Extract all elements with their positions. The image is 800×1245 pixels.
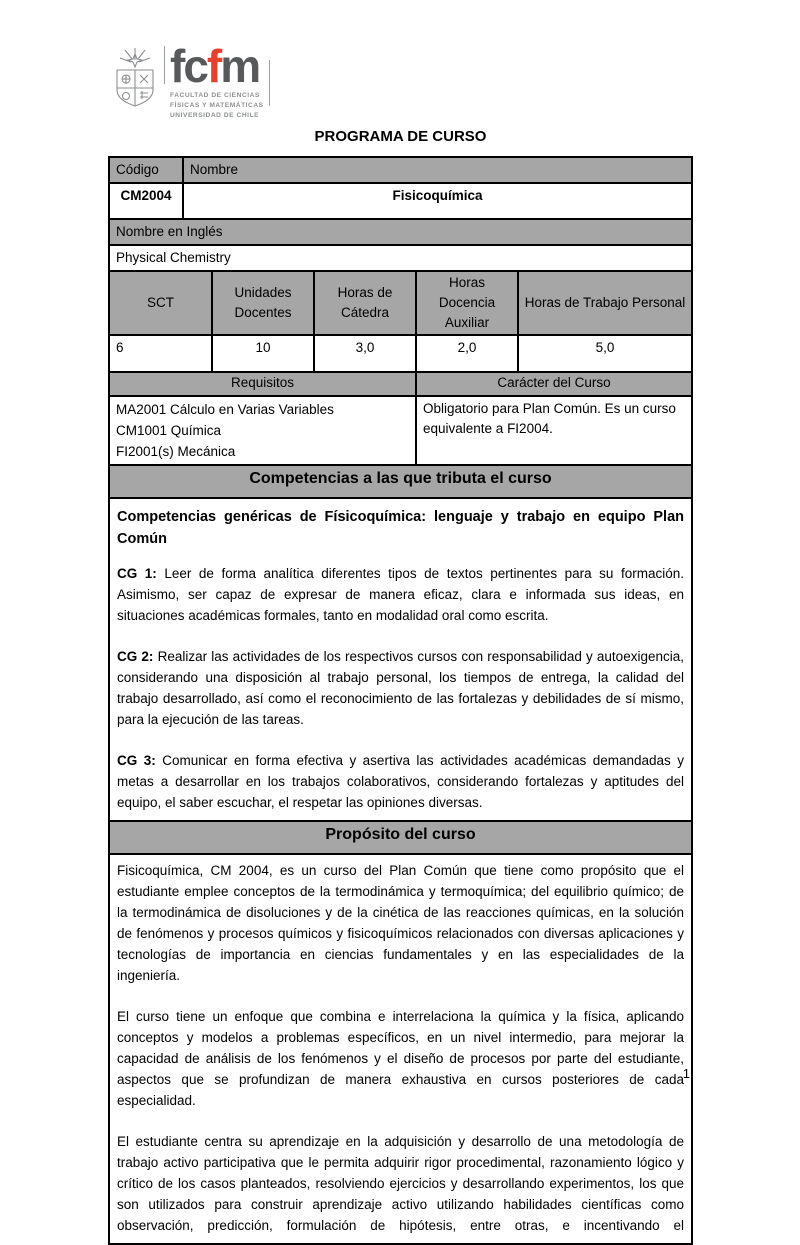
requisites-header-row (110, 371, 691, 395)
credit-value-horas-catedra: 3,0 (313, 336, 415, 371)
credit-header-horas-catedra: Horas de Cátedra (313, 272, 415, 334)
cg2-paragraph (117, 646, 684, 730)
english-name: Physical Chemistry (116, 250, 231, 265)
caracter-header-cell: Carácter del Curso (415, 373, 691, 395)
wordmark-m: m (220, 40, 260, 92)
credit-value-horas-trabajo-personal: 5,0 (517, 336, 691, 371)
credit-header-unidades-docentes: Unidades Docentes (211, 272, 313, 334)
english-name-header-row (110, 218, 691, 244)
competencias-heading: Competencias genéricas de Físicoquímica: lenguaje y trabajo en equipo Plan Común (117, 509, 684, 547)
code-name-value-row (110, 182, 691, 218)
competencias-section-title: Competencias a las que tributa el curso (249, 470, 552, 487)
wordmark-fc: fc (170, 40, 207, 92)
credit-header-sct: SCT (110, 272, 211, 334)
credit-value-unidades-docentes: 10 (211, 336, 313, 371)
document-title: PROGRAMA DE CURSO (314, 128, 487, 145)
nombre-header-cell: Nombre (182, 158, 691, 182)
wordmark-red-f: f (206, 40, 221, 92)
credit-header-horas-docencia-auxiliar: Horas Docencia Auxiliar (415, 272, 517, 334)
code-name-header-row (110, 158, 691, 182)
proposito-paragraph-2: El curso tiene un enfoque que combina e interrelaciona la química y la física, aplicando conceptos y modelos a problemas específicos, en un nivel intermedio, para mejorar la capacidad de análisis de los fenómenos y el diseño de procesos por parte del estudiante, aspectos que se profundizan de manera exhaustiva en cursos posteriores de cada especialidad. (117, 1009, 684, 1108)
cg2-label: CG 2: (117, 649, 154, 664)
requisito-item: FI2001(s) Mecánica (116, 444, 236, 459)
credit-header-horas-trabajo-personal: Horas de Trabajo Personal (517, 272, 691, 334)
caracter-del-curso: Obligatorio para Plan Común. Es un curso equivalente a FI2004. (415, 397, 691, 464)
competencias-content-row (110, 497, 691, 820)
cg1-paragraph (117, 563, 684, 626)
cg3-text: Comunicar en forma efectiva y asertiva las actividades académicas demandadas y metas a desarrollar en los trabajos colaborativos, considerando fortalezas y aptitudes del equipo, el saber escuchar, el respetar las opiniones diversas. (117, 753, 684, 810)
course-program-table (108, 156, 693, 1245)
requisitos-list (110, 397, 415, 464)
proposito-section-title: Propósito del curso (325, 826, 476, 843)
page-number: 1 (682, 1066, 690, 1081)
cg3-paragraph (117, 750, 684, 813)
university-shield-icon (112, 46, 158, 110)
requisites-value-row (110, 395, 691, 464)
fcfm-logo (112, 40, 270, 121)
proposito-content-row (110, 853, 691, 1243)
fcfm-wordmark (170, 40, 264, 92)
competencias-content (110, 499, 691, 820)
course-name: Fisicoquímica (182, 184, 691, 218)
requisitos-header-cell: Requisitos (110, 373, 415, 395)
codigo-header-cell: Código (110, 158, 182, 182)
requisito-item: CM1001 Química (116, 423, 222, 438)
faculty-caption (170, 91, 264, 121)
cg2-text: Realizar las actividades de los respectivos cursos con responsabilidad y autoexigencia, considerando una disposición al trabajo personal, los tiempos de entrega, la calidad del trabajo desarrollado, así como el reconocimiento de las fortalezas y debilidades de sí mismo, para la ejecución de las tareas. (117, 649, 684, 727)
credits-value-row (110, 334, 691, 371)
credit-value-horas-docencia-auxiliar: 2,0 (415, 336, 517, 371)
course-code: CM2004 (120, 188, 172, 203)
english-name-value-row (110, 244, 691, 270)
caption-line-1: FACULTAD DE CIENCIAS (170, 92, 260, 99)
proposito-content (110, 855, 691, 1243)
nombre-ingles-header-cell: Nombre en Inglés (110, 220, 691, 244)
logo-rule-left (164, 46, 165, 84)
credit-value-sct: 6 (116, 340, 124, 355)
cg1-text: Leer de forma analítica diferentes tipos de textos pertinentes para su formación. Asimismo, ser capaz de expresar de manera eficaz, clara e informada sus ideas, en situaciones académicas formales, tanto en modalidad oral como escrita. (117, 566, 684, 623)
logo-rule-right (269, 60, 270, 106)
credits-header-row (110, 270, 691, 334)
cg1-label: CG 1: (117, 566, 157, 581)
requisito-item: MA2001 Cálculo en Varias Variables (116, 402, 334, 417)
cg3-label: CG 3: (117, 753, 156, 768)
proposito-paragraph-1: Fisicoquímica, CM 2004, es un curso del Plan Común que tiene como propósito que el estudiante emplee conceptos de la termodinámica y termoquímica; del equilibrio químico; de la termodinámica de disoluciones y de la cinética de las reacciones químicas, en la solución de fenómenos y procesos químicos y fisicoquímicos relacionados con diversas aplicaciones y tecnologías de importancia en ciencias fundamentales y en las especialidades de la ingeniería. (117, 863, 684, 983)
competencias-section-bar (110, 464, 691, 497)
proposito-paragraph-3: El estudiante centra su aprendizaje en la adquisición y desarrollo de una metodología de trabajo activo participativa que le permita adquirir rigor procedimental, razonamiento lógico y crítico de los casos planteados, resolviendo ejercicios y desarrollando experimentos, los que son utilizados para construir aprendizaje activo utilizando habilidades científicas como observación, predicción, formulación de hipótesis, entre otras, e incentivando el (117, 1134, 684, 1233)
proposito-section-bar (110, 820, 691, 853)
caption-line-3: UNIVERSIDAD DE CHILE (170, 111, 260, 119)
caption-line-2: FÍSICAS Y MATEMÁTICAS (170, 101, 264, 109)
